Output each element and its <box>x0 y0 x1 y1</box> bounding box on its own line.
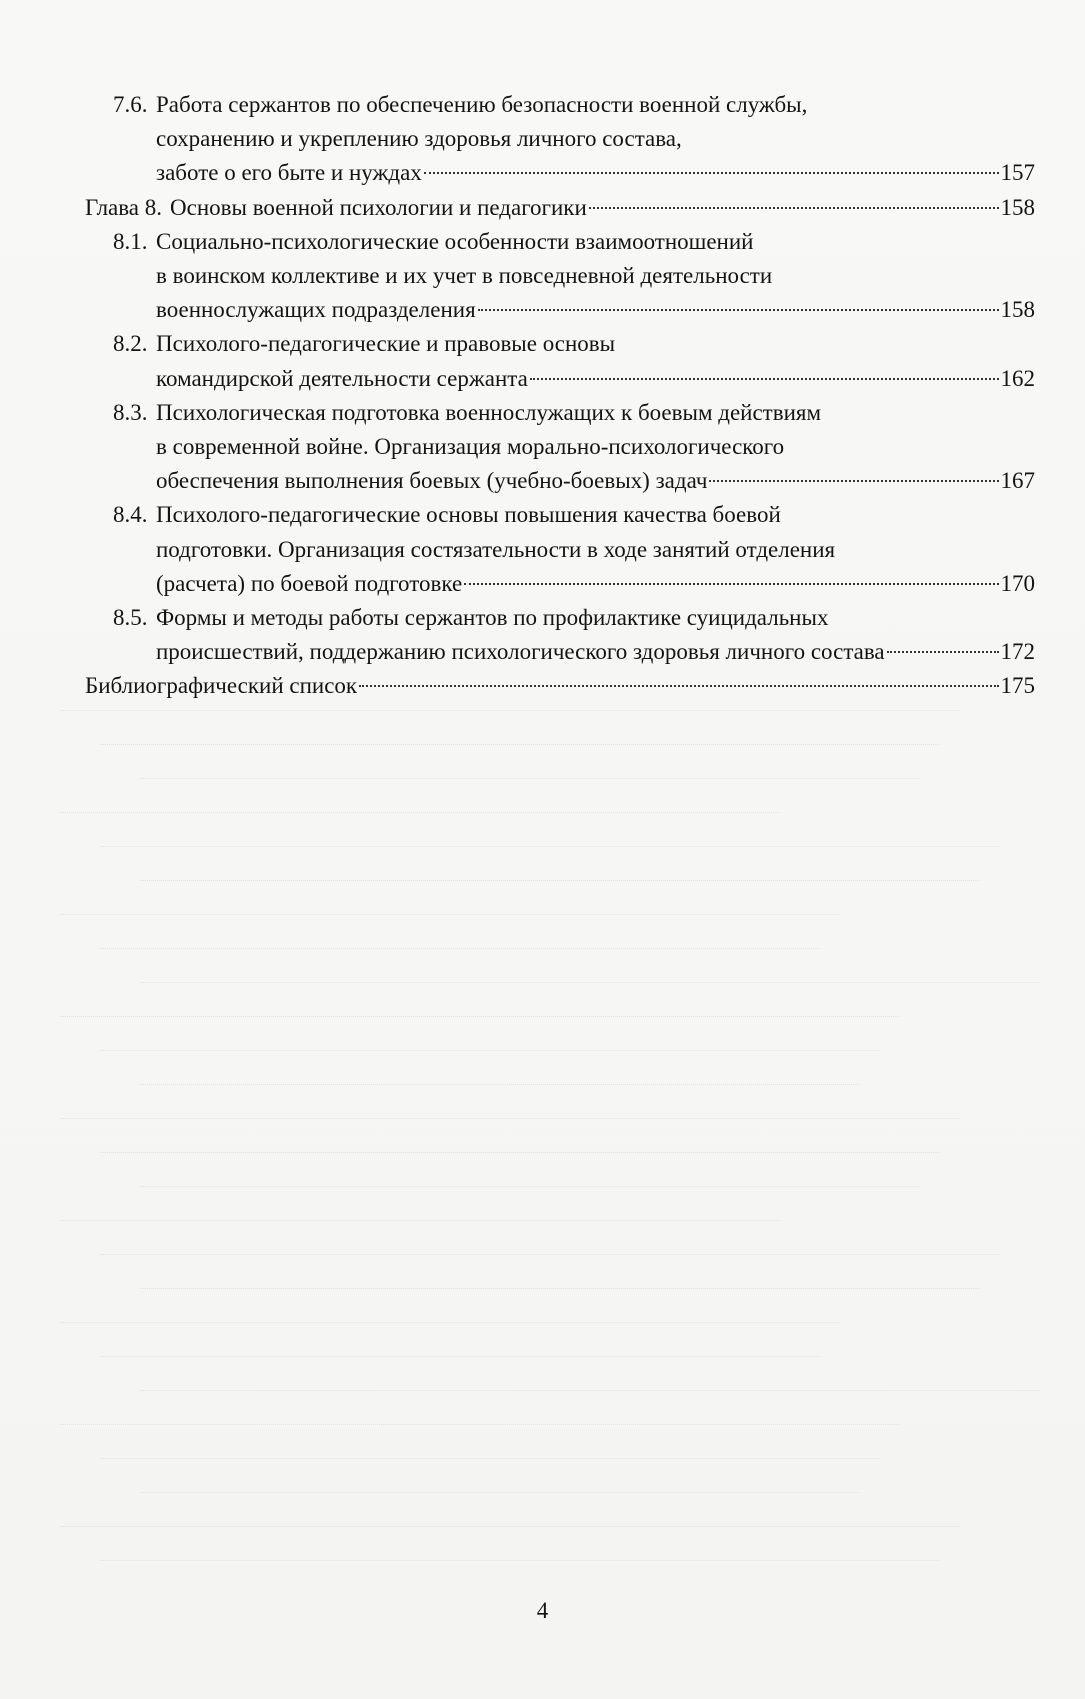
toc-entry-number: 8.1. <box>113 228 148 254</box>
toc-entry-text-line: (расчета) по боевой подготовке <box>156 570 463 596</box>
toc-entry-text-line: Основы военной психологии и педагогики <box>170 194 587 220</box>
bleed-through-line <box>60 1312 840 1323</box>
bleed-through-line <box>140 972 1040 983</box>
bleed-through-line <box>140 870 980 881</box>
toc-entry-text-line: обеспечения выполнения боевых (учебно-боевых) задач <box>156 468 708 494</box>
bleed-through-line <box>60 1210 780 1221</box>
toc-entry-text-line: в воинском коллективе и их учет в повседневной деятельности <box>156 263 773 289</box>
bleed-through-line <box>60 802 780 813</box>
toc-entry-text-line: Библиографический список <box>85 673 358 699</box>
toc-entry-text-line: Психолого-педагогические и правовые основы <box>156 331 616 357</box>
bleed-through-line <box>140 1074 860 1085</box>
bleed-through-line <box>140 1278 980 1289</box>
toc-entry-text-line: подготовки. Организация состязательности в ходе занятий отделения <box>156 536 836 562</box>
toc-entry <box>85 88 1035 191</box>
dot-leader <box>589 207 999 209</box>
page-number: 4 <box>536 1598 549 1623</box>
toc-entry <box>85 191 1035 225</box>
bleed-through-line <box>140 1176 920 1187</box>
bleed-through-line <box>60 904 840 915</box>
toc-entry-text-line: Социально-психологические особенности взаимоотношений <box>156 228 754 254</box>
toc-entry-text-line: военнослужащих подразделения <box>156 297 476 323</box>
toc-entry-text-line: Психолого-педагогические основы повышения качества боевой <box>156 502 781 528</box>
toc-entry-page: 158 <box>1000 297 1035 323</box>
bleed-through-line <box>60 1516 960 1527</box>
toc-entry <box>85 327 1035 395</box>
dot-leader <box>424 172 999 174</box>
toc-entry-number: 7.6. <box>113 92 148 117</box>
toc-entry <box>85 225 1035 328</box>
toc-entry-text-line: происшествий, поддержанию психологического здоровья личного состава <box>156 639 885 665</box>
toc-entry-page: 162 <box>1000 365 1035 391</box>
toc-entry-text-line: Работа сержантов по обеспечению безопасности военной службы, <box>156 92 808 117</box>
bleed-through-line <box>100 938 820 949</box>
toc-entry-page: 157 <box>1000 160 1035 186</box>
dot-leader <box>359 685 998 687</box>
bleed-through-line <box>100 734 940 745</box>
bleed-through-line <box>100 1244 1000 1255</box>
bleed-through-line <box>100 1550 940 1561</box>
table-of-contents <box>85 88 1035 704</box>
dot-leader <box>530 378 999 380</box>
bleed-through-line <box>60 1006 900 1017</box>
bleed-through-line <box>60 1414 900 1425</box>
toc-entry-page: 170 <box>1000 570 1035 596</box>
dot-leader <box>887 651 999 653</box>
bleed-through-line <box>100 836 1000 847</box>
toc-entry-number: Глава 8. <box>85 194 163 220</box>
dot-leader <box>464 583 998 585</box>
dot-leader <box>709 480 998 482</box>
toc-entry-page: 172 <box>1000 639 1035 665</box>
toc-entry-page: 158 <box>1000 194 1035 220</box>
toc-entry-page: 167 <box>1000 468 1035 494</box>
bleed-through-line <box>100 1346 820 1357</box>
bleed-through-line <box>140 1482 860 1493</box>
toc-entry <box>85 396 1035 499</box>
toc-entry-page: 175 <box>1000 673 1035 699</box>
toc-entry-text-line: заботе о его быте и нуждах <box>156 160 422 186</box>
toc-entry-number: 8.3. <box>113 399 148 425</box>
toc-entry-number: 8.5. <box>113 605 148 631</box>
toc-entry <box>85 498 1035 601</box>
show-through-background <box>60 700 1050 1600</box>
toc-entry-number: 8.4. <box>113 502 148 528</box>
bleed-through-line <box>60 1108 960 1119</box>
toc-entry-text-line: сохранению и укреплению здоровья личного состава, <box>156 126 682 152</box>
toc-entry-text-line: Формы и методы работы сержантов по профилактике суицидальных <box>156 605 829 631</box>
bleed-through-line <box>100 1448 880 1459</box>
toc-entry <box>85 669 1035 703</box>
toc-entry-text-line: Психологическая подготовка военнослужащих к боевым действиям <box>156 399 822 425</box>
bleed-through-line <box>100 1040 880 1051</box>
bleed-through-line <box>140 768 920 779</box>
bleed-through-line <box>140 1380 1040 1391</box>
bleed-through-line <box>100 1142 940 1153</box>
toc-entry <box>85 601 1035 669</box>
toc-entry-number: 8.2. <box>113 331 148 357</box>
toc-entry-text-line: командирской деятельности сержанта <box>156 365 528 391</box>
toc-entry-text-line: в современной войне. Организация морально-психологического <box>156 434 785 460</box>
dot-leader <box>478 309 999 311</box>
